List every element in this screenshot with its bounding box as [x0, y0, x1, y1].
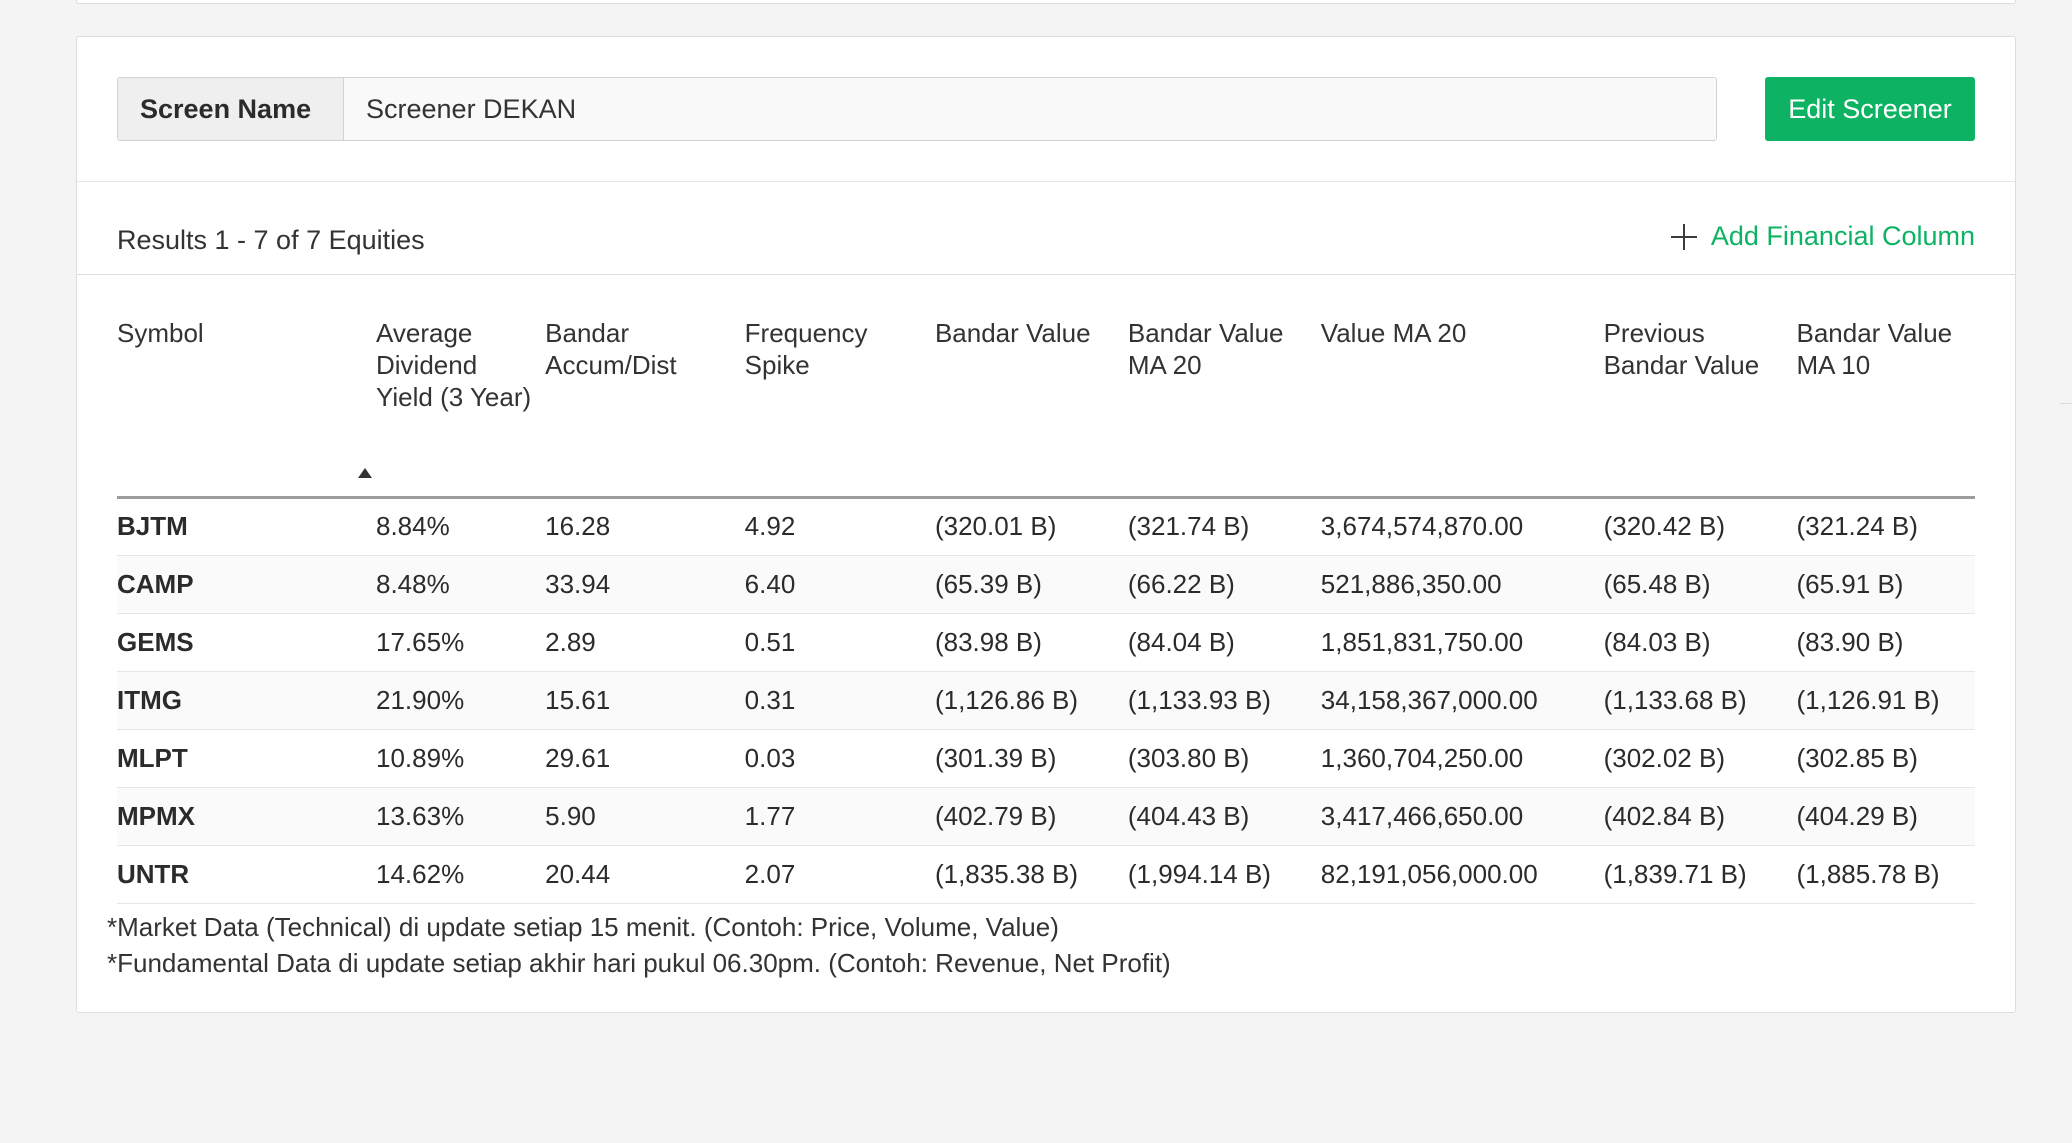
- table-cell: (404.43 B): [1128, 787, 1321, 845]
- column-header-frequency-spike[interactable]: Frequency Spike: [745, 309, 935, 497]
- table-cell: 14.62%: [376, 845, 545, 903]
- table-cell: (83.90 B): [1797, 613, 1976, 671]
- table-cell: 2.89: [545, 613, 745, 671]
- column-header-bandar-value[interactable]: Bandar Value: [935, 309, 1128, 497]
- table-cell: (83.98 B): [935, 613, 1128, 671]
- table-cell: (65.48 B): [1604, 555, 1797, 613]
- table-cell: 10.89%: [376, 729, 545, 787]
- data-update-notes: [107, 909, 1171, 981]
- table-cell: (1,835.38 B): [935, 845, 1128, 903]
- add-financial-column-button[interactable]: [1671, 223, 1975, 250]
- table-row: [117, 845, 1975, 903]
- note-fundamental-data: *Fundamental Data di update setiap akhir hari pukul 06.30pm. (Contoh: Revenue, Net Profit): [107, 948, 1171, 978]
- symbol-link[interactable]: MLPT: [117, 729, 376, 787]
- table-cell: (404.29 B): [1797, 787, 1976, 845]
- screen-name-label: Screen Name: [118, 78, 344, 140]
- table-cell: 0.51: [745, 613, 935, 671]
- column-header-value-ma-20[interactable]: Value MA 20: [1321, 309, 1604, 497]
- table-row: [117, 497, 1975, 555]
- edit-screener-button[interactable]: Edit Screener: [1765, 77, 1975, 141]
- screen-name-group: [117, 77, 1717, 141]
- table-cell: 20.44: [545, 845, 745, 903]
- table-row: [117, 671, 1975, 729]
- table-cell: (1,133.68 B): [1604, 671, 1797, 729]
- symbol-link[interactable]: BJTM: [117, 497, 376, 555]
- table-cell: (402.84 B): [1604, 787, 1797, 845]
- note-market-data: *Market Data (Technical) di update setiap 15 menit. (Contoh: Price, Volume, Value): [107, 912, 1059, 942]
- table-cell: (320.42 B): [1604, 497, 1797, 555]
- table-cell: 1.77: [745, 787, 935, 845]
- table-cell: (66.22 B): [1128, 555, 1321, 613]
- plus-icon: [1671, 224, 1697, 250]
- sort-ascending-icon[interactable]: [358, 468, 372, 478]
- results-summary: Results 1 - 7 of 7 Equities: [117, 225, 425, 255]
- table-cell: (1,885.78 B): [1797, 845, 1976, 903]
- table-cell: (84.03 B): [1604, 613, 1797, 671]
- table-cell: 15.61: [545, 671, 745, 729]
- table-top-divider: [77, 274, 2015, 275]
- table-cell: (302.85 B): [1797, 729, 1976, 787]
- screener-card: [76, 36, 2016, 1013]
- table-cell: (402.79 B): [935, 787, 1128, 845]
- screen-name-input[interactable]: [344, 78, 1716, 140]
- table-cell: 82,191,056,000.00: [1321, 845, 1604, 903]
- table-cell: 521,886,350.00: [1321, 555, 1604, 613]
- symbol-link[interactable]: CAMP: [117, 555, 376, 613]
- table-cell: (321.24 B): [1797, 497, 1976, 555]
- table-cell: 6.40: [745, 555, 935, 613]
- table-cell: 2.07: [745, 845, 935, 903]
- column-header-symbol[interactable]: Symbol: [117, 309, 376, 497]
- table-cell: 3,674,574,870.00: [1321, 497, 1604, 555]
- table-cell: (1,133.93 B): [1128, 671, 1321, 729]
- column-header-bandar-value-ma-10[interactable]: Bandar Value MA 10: [1797, 309, 1976, 497]
- table-cell: 8.84%: [376, 497, 545, 555]
- table-cell: (1,126.91 B): [1797, 671, 1976, 729]
- symbol-link[interactable]: ITMG: [117, 671, 376, 729]
- table-cell: 17.65%: [376, 613, 545, 671]
- column-header-previous-bandar-value[interactable]: Previous Bandar Value: [1604, 309, 1797, 497]
- table-row: [117, 787, 1975, 845]
- column-header-avg-dividend-yield[interactable]: Average Dividend Yield (3 Year): [376, 309, 545, 497]
- symbol-link[interactable]: GEMS: [117, 613, 376, 671]
- table-cell: (321.74 B): [1128, 497, 1321, 555]
- table-cell: (84.04 B): [1128, 613, 1321, 671]
- table-cell: 0.03: [745, 729, 935, 787]
- table-cell: (65.91 B): [1797, 555, 1976, 613]
- table-row: [117, 555, 1975, 613]
- table-row: [117, 613, 1975, 671]
- section-divider: [77, 181, 2015, 182]
- column-header-bandar-accum-dist[interactable]: Bandar Accum/Dist: [545, 309, 745, 497]
- results-table: [117, 309, 1975, 904]
- table-cell: 34,158,367,000.00: [1321, 671, 1604, 729]
- table-cell: 1,851,831,750.00: [1321, 613, 1604, 671]
- table-cell: 33.94: [545, 555, 745, 613]
- table-cell: 13.63%: [376, 787, 545, 845]
- table-cell: 4.92: [745, 497, 935, 555]
- table-cell: 16.28: [545, 497, 745, 555]
- table-cell: (302.02 B): [1604, 729, 1797, 787]
- table-cell: (1,839.71 B): [1604, 845, 1797, 903]
- table-cell: 1,360,704,250.00: [1321, 729, 1604, 787]
- page-edge-divider: [2060, 403, 2072, 404]
- table-row: [117, 729, 1975, 787]
- table-header-row: [117, 309, 1975, 497]
- previous-card-edge: [76, 0, 2016, 4]
- table-cell: (1,994.14 B): [1128, 845, 1321, 903]
- table-cell: 29.61: [545, 729, 745, 787]
- symbol-link[interactable]: MPMX: [117, 787, 376, 845]
- table-cell: (303.80 B): [1128, 729, 1321, 787]
- table-cell: 8.48%: [376, 555, 545, 613]
- table-cell: 5.90: [545, 787, 745, 845]
- table-cell: 3,417,466,650.00: [1321, 787, 1604, 845]
- symbol-link[interactable]: UNTR: [117, 845, 376, 903]
- column-header-bandar-value-ma-20[interactable]: Bandar Value MA 20: [1128, 309, 1321, 497]
- table-cell: (65.39 B): [935, 555, 1128, 613]
- table-cell: (301.39 B): [935, 729, 1128, 787]
- table-cell: (1,126.86 B): [935, 671, 1128, 729]
- table-cell: 0.31: [745, 671, 935, 729]
- table-cell: (320.01 B): [935, 497, 1128, 555]
- add-financial-column-label: Add Financial Column: [1710, 221, 1975, 251]
- table-cell: 21.90%: [376, 671, 545, 729]
